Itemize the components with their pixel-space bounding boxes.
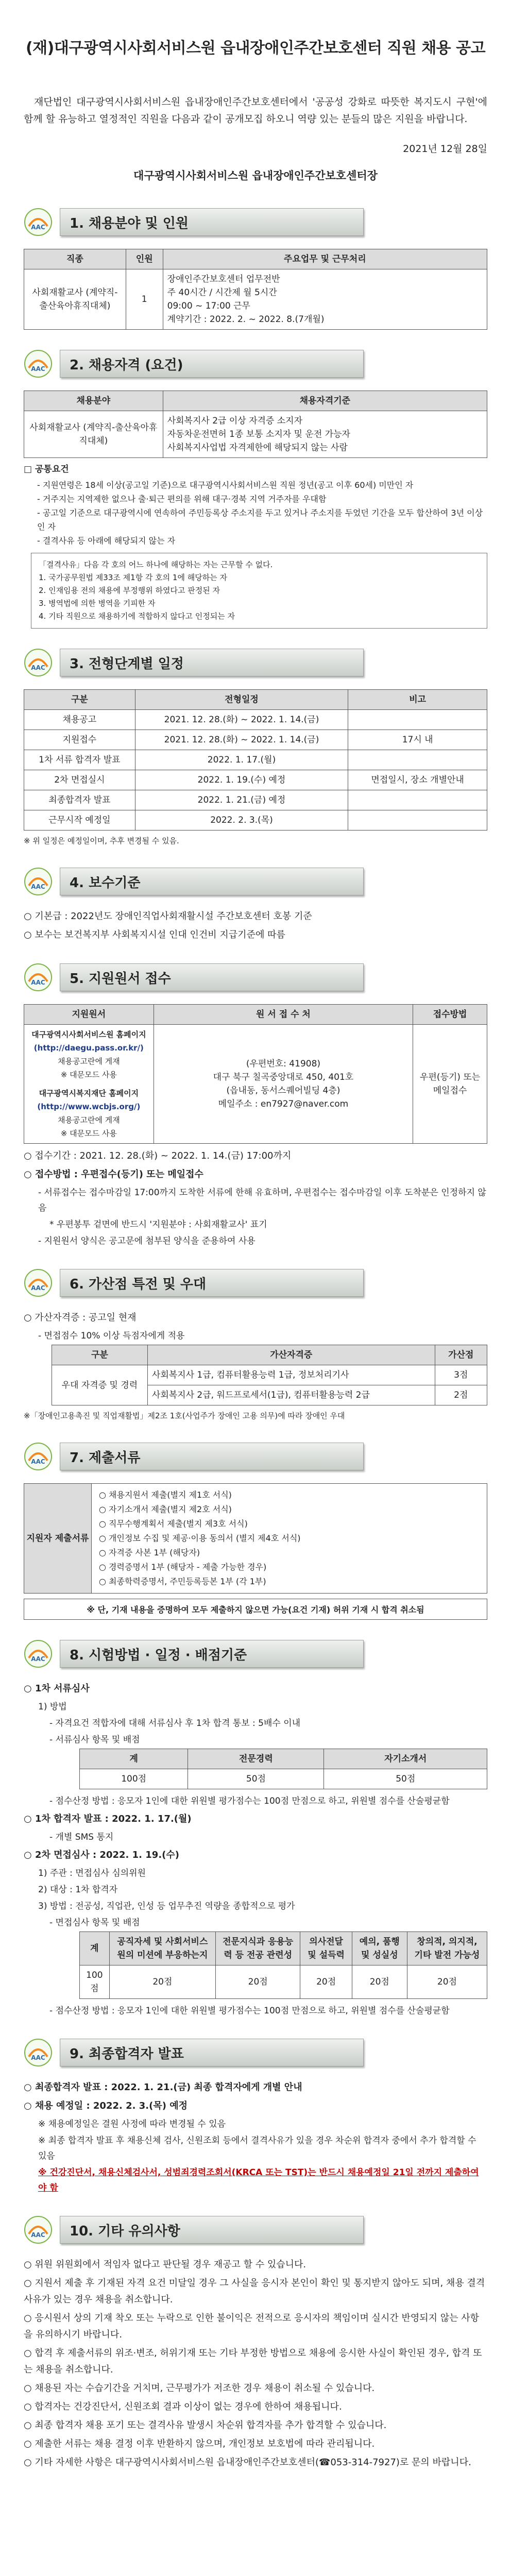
apply-period: ○ 접수기간 : 2021. 12. 28.(화) ~ 2022. 1. 14.(금) 17:00까지 [24, 1150, 292, 1161]
exam-line: 3) 방법 : 전공성, 직업관, 인성 등 업무추진 역량을 종합적으로 평가 [38, 1901, 295, 1911]
section-header-1 [24, 208, 487, 236]
cell-schedule: 2022. 1. 21.(금) 예정 [135, 790, 348, 810]
table-row [24, 750, 487, 770]
center-logo-icon [24, 1639, 53, 1668]
apply-note: - 서류접수는 접수마감일 17:00까지 도착한 서류에 한해 유효하며, 우편접수는 접수마감일 이후 도착분은 인정하지 않음 [38, 1188, 486, 1213]
svg-text:AAC: AAC [31, 979, 45, 986]
bonus-intro: - 면접점수 10% 이상 득점자에게 적용 [38, 1331, 185, 1341]
cell-certificate: 사회복지사 1급, 컴퓨터활용능력 1급, 정보처리기사 [147, 1365, 435, 1385]
document-item: ○ 경력증명서 1부 (해당자 - 제출 가능한 경우) [99, 1562, 267, 1572]
etc-item: ○ 응시원서 상의 기재 착오 또는 누락으로 인한 불이익은 전적으로 응시자의 책임이며 실시간 반영되지 않는 사항을 유의하시기 바랍니다. [24, 2313, 479, 2340]
apply-method: ○ 접수방법 : 우편접수(등기) 또는 메일접수 [24, 1169, 203, 1180]
common-requirements-heading: □ 공통요건 [24, 464, 69, 474]
col-criterion: 전문지식과 응용능력 등 전공 관련성 [215, 1932, 300, 1965]
section-header-8 [24, 1639, 487, 1668]
center-logo-icon [24, 2215, 53, 2244]
svg-text:AAC: AAC [31, 883, 45, 890]
email-address[interactable]: 메일주소 : en7927@naver.com [218, 1099, 349, 1109]
cell-score: 20점 [407, 1965, 487, 1999]
col-criterion: 창의적, 의지적, 기타 발전 가능성 [407, 1932, 487, 1965]
final-note: ※ 채용예정일은 결원 사정에 따라 변경될 수 있음 [38, 2119, 226, 2129]
cell-remarks [348, 790, 487, 810]
announcement-date: 2021년 12월 28일 [403, 143, 487, 155]
document-score-table [79, 1749, 487, 1789]
pay-item: ○ 기본급 : 2022년도 장애인직업사회재활시설 주간보호센터 호봉 기준 [24, 911, 312, 922]
disqualification-line: 1. 국가공무원법 제33조 제1항 각 호의 1에 해당하는 자 [39, 573, 227, 582]
exam-line: - 서류심사 항목 및 배점 [49, 1735, 140, 1745]
cell-stage: 근무시작 예정일 [24, 810, 135, 831]
common-item: - 지원연령은 18세 이상(공고일 기준)으로 대구광역시사회서비스원 직원 정년(공고 이후 60세) 미만인 자 [37, 480, 414, 490]
cell-stage: 최종합격자 발표 [24, 790, 135, 810]
col-career: 전문경력 [188, 1749, 324, 1769]
etc-item: ○ 지원서 제출 후 기재된 자격 요건 미달일 경우 그 사실을 응시자 본인이 확인 및 통지받지 않아도 되며, 채용 결격사유가 있는 경우 채용을 취소합니다. [24, 2278, 485, 2305]
col-criterion: 의사전달 및 설득력 [300, 1932, 352, 1965]
col-method: 접수방법 [413, 1005, 487, 1025]
common-item: - 공고일 기준으로 대구광역시에 연속하여 주민등록상 주소지를 두고 있거나 주소지를 두었던 기간을 모두 합산하여 3년 이상인 자 [37, 508, 483, 532]
form-site: 대구광역시사회서비스원 홈페이지 [31, 1030, 146, 1039]
col-count: 인원 [126, 249, 163, 269]
section-header-6 [24, 1268, 487, 1297]
col-place: 원 서 접 수 처 [154, 1005, 413, 1025]
form-note: 채용공고란에 게재 [58, 1115, 120, 1125]
cell-method: 우편(등기) 또는 메일접수 [413, 1025, 487, 1144]
cell-total: 100점 [80, 1769, 188, 1789]
exam-stage1: ○ 1차 서류심사 [24, 1683, 90, 1694]
col-criterion: 공직자세 및 사회서비스원의 미션에 부응하는지 [109, 1932, 215, 1965]
cell-place [154, 1025, 413, 1144]
center-logo-icon [24, 349, 53, 378]
disqualification-line: 3. 병역법에 의한 병역을 기피한 자 [39, 599, 156, 608]
exam-line: 1) 방법 [38, 1702, 67, 1712]
final-note: ※ 최종 합격자 발표 후 채용신체 검사, 신원조회 등에서 결격사유가 있을 경우 차순위 합격자 중에서 추가 합격할 수 있음 [38, 2136, 476, 2161]
postal-code: (우편번호: 41908) [246, 1059, 321, 1069]
cell-certificate: 사회복지사 2급, 워드프로세서(1급), 컴퓨터활용능력 2급 [147, 1385, 435, 1405]
cell-stage: 지원접수 [24, 730, 135, 750]
col-field: 채용분야 [24, 391, 163, 411]
section-title-9: 9. 최종합격자 발표 [60, 2039, 364, 2066]
center-logo-icon [24, 1268, 53, 1297]
center-logo-icon [24, 1442, 53, 1471]
final-warning-text: ※ 건강진단서, 채용신체검사서, 성범죄경력조회서(KRCA 또는 TST)는 반드시 채용예정일 21일 전까지 제출하여야 함 [38, 2167, 479, 2193]
cell-stage: 2차 면접실시 [24, 770, 135, 790]
form-note: 채용공고란에 게재 [58, 1057, 120, 1066]
disqualification-box [31, 553, 487, 629]
col-form: 지원원서 [24, 1005, 154, 1025]
section-title-1: 1. 채용분야 및 인원 [60, 208, 364, 236]
center-logo-icon [24, 2038, 53, 2067]
section-title-8: 8. 시험방법 · 일정 · 배점기준 [60, 1640, 364, 1668]
final-warning [38, 2165, 487, 2196]
exam-line: - 점수산정 방법 : 응모자 1인에 대한 위원별 평가점수는 100점 만점으로 하고, 위원별 점수를 산술평균함 [49, 1796, 450, 1806]
cell-schedule: 2021. 12. 28.(화) ~ 2022. 1. 14.(금) [135, 730, 348, 750]
section-header-10 [24, 2215, 487, 2244]
col-criteria: 채용자격기준 [163, 391, 487, 411]
exam-line: 2) 대상 : 1차 합격자 [38, 1885, 118, 1895]
etc-item: ○ 합격자는 건강진단서, 신원조회 결과 이상이 없는 경우에 한하여 채용됩니다. [24, 2401, 342, 2412]
bonus-table [52, 1345, 487, 1405]
documents-box [24, 1483, 487, 1594]
form-note: ※ 대문모드 사용 [60, 1070, 117, 1079]
document-item: ○ 채용지원서 제출(별지 제1호 서식) [99, 1490, 232, 1500]
col-job: 직종 [24, 249, 126, 269]
document-item: ○ 개인정보 수집 및 제공·이용 동의서 (별지 제4호 서식) [99, 1533, 301, 1543]
criteria-item: 사회복지사업법 자격제한에 해당되지 않는 사람 [167, 443, 348, 453]
recruitment-table [24, 249, 487, 330]
etc-item: ○ 채용된 자는 수습기간을 거치며, 근무평가가 저조한 경우 채용이 취소될 수 있습니다. [24, 2383, 375, 2394]
criteria-item: 자동차운전면허 1종 보통 소지자 및 운전 가능자 [167, 429, 350, 439]
col-points: 가산점 [435, 1345, 487, 1365]
pay-item: ○ 보수는 보건복지부 사회복지시설 인대 인건비 지급기준에 따름 [24, 929, 285, 940]
cell-remarks [348, 750, 487, 770]
section-title-6: 6. 가산점 특전 및 우대 [60, 1269, 364, 1297]
svg-text:AAC: AAC [31, 2054, 45, 2061]
exam-line: - 개별 SMS 통지 [49, 1832, 114, 1842]
duty-item: 09:00 ~ 17:00 근무 [167, 301, 250, 311]
cell-schedule: 2022. 1. 19.(수) 예정 [135, 770, 348, 790]
documents-warning: ※ 단, 기재 내용을 증명하여 모두 제출하지 않으면 가능(요건 기재) 허위 기재 시 합격 취소됨 [24, 1599, 487, 1620]
section-title-3: 3. 전형단계별 일정 [60, 649, 364, 676]
issuing-organization: 대구광역시사회서비스원 읍내장애인주간보호센터장 [133, 170, 378, 182]
section-header-3 [24, 648, 487, 677]
apply-note: - 지원원서 양식은 공고문에 첨부된 양식을 준용하여 사용 [38, 1236, 256, 1246]
cell-schedule: 2022. 2. 3.(목) [135, 810, 348, 831]
section-title-2: 2. 채용자격 (요건) [60, 350, 364, 378]
section-header-5 [24, 963, 487, 992]
start-date: ○ 채용 예정일 : 2022. 2. 3.(목) 예정 [24, 2100, 188, 2111]
common-item: - 결격사유 등 아래에 해당되지 않는 자 [37, 536, 176, 546]
center-logo-icon [24, 867, 53, 896]
cell-stage: 1차 서류 합격자 발표 [24, 750, 135, 770]
cell-career: 50점 [188, 1769, 324, 1789]
cell-score: 20점 [215, 1965, 300, 1999]
cell-schedule: 2021. 12. 28.(화) ~ 2022. 1. 14.(금) [135, 710, 348, 730]
cell-count: 1 [126, 269, 163, 330]
document-item: ○ 직무수행계획서 제출(별지 제3호 서식) [99, 1519, 248, 1529]
bonus-note: ※「장애인고용촉진 및 직업재활법」제2조 1호(사업주가 장애인 고용 의무)에 따라 장애인 우대 [24, 1411, 345, 1420]
form-note: ※ 대문모드 사용 [60, 1129, 117, 1138]
cell-duties [163, 269, 487, 330]
col-remarks: 비고 [348, 690, 487, 710]
col-total: 계 [80, 1749, 188, 1769]
criteria-item: 사회복지사 2급 이상 자격증 소지자 [167, 416, 303, 426]
col-certificate: 가산자격증 [147, 1345, 435, 1365]
document-item: ○ 자격증 사본 1부 (해당자) [99, 1548, 200, 1557]
exam-line: - 면접심사 항목 및 배점 [49, 1918, 140, 1928]
col-kind: 구분 [52, 1345, 148, 1365]
cell-score: 20점 [109, 1965, 215, 1999]
disqualification-line: 「결격사유」다음 각 호의 어느 하나에 해당하는 자는 근무할 수 없다. [39, 560, 273, 569]
cell-job: 사회재활교사 (계약직-출산육아휴직대체) [24, 269, 126, 330]
cell-kind: 우대 자격증 및 경력 [52, 1365, 148, 1405]
cell-score: 20점 [300, 1965, 352, 1999]
section-header-7 [24, 1442, 487, 1471]
cell-points: 3점 [435, 1365, 487, 1385]
exam-line: 1) 주관 : 면접심사 심의위원 [38, 1868, 146, 1878]
bonus-intro: ○ 가산자격증 : 공고일 현재 [24, 1312, 137, 1323]
etc-item: ○ 합격 후 제출서류의 위조·변조, 허위기재 또는 기타 부정한 방법으로 채용에 응시한 사실이 확인된 경우, 합격 또는 채용을 취소합니다. [24, 2348, 482, 2375]
common-item: - 거주지는 지역제한 없으나 출·퇴근 편의를 위해 대구·경북 지역 거주자를 우대함 [37, 494, 327, 504]
cell-criteria [163, 411, 487, 458]
col-essay: 자기소개서 [324, 1749, 487, 1769]
documents-list [92, 1484, 487, 1593]
exam-stage2: ○ 2차 면접심사 : 2022. 1. 19.(수) [24, 1850, 179, 1860]
interview-score-table [79, 1931, 487, 1999]
table-row [52, 1365, 487, 1385]
section-title-10: 10. 기타 유의사항 [60, 2216, 364, 2244]
cell-field: 사회재활교사 (계약직-출산육아휴직대체) [24, 411, 163, 458]
table-row [24, 710, 487, 730]
col-duties: 주요업무 및 근무처리 [163, 249, 487, 269]
svg-text:AAC: AAC [31, 365, 45, 372]
disqualification-line: 2. 인재임용 전의 채용에 부정행위 하였다고 판정된 자 [39, 586, 220, 595]
cell-form [24, 1025, 154, 1144]
cell-score: 20점 [352, 1965, 407, 1999]
disqualification-line: 4. 기타 직원으로 채용하기에 적합하지 않다고 인정되는 자 [39, 612, 235, 621]
center-logo-icon [24, 648, 53, 677]
table-row [24, 770, 487, 790]
cell-remarks: 면접일시, 장소 개별안내 [348, 770, 487, 790]
address-detail: (읍내동, 동서스퀘어빌딩 4층) [226, 1086, 340, 1096]
document-item: ○ 자기소개서 제출(별지 제2호 서식) [99, 1504, 232, 1514]
svg-text:AAC: AAC [31, 224, 45, 231]
section-title-5: 5. 지원원서 접수 [60, 963, 364, 991]
section-header-2 [24, 349, 487, 378]
col-criterion: 예의, 품행 및 성실성 [352, 1932, 407, 1965]
table-row [24, 810, 487, 831]
section-header-9 [24, 2038, 487, 2067]
cell-points: 2점 [435, 1385, 487, 1405]
cell-remarks [348, 710, 487, 730]
etc-item: ○ 제출한 서류는 채용 결정 이후 반환하지 않으며, 개인정보 보호법에 따라 관리됩니다. [24, 2438, 375, 2449]
apply-note: * 우편봉투 겉면에 반드시 '지원분야 : 사회재활교사' 표기 [49, 1219, 267, 1230]
address: 대구 북구 칠곡중앙대로 450, 401호 [213, 1072, 354, 1082]
document-item: ○ 최종학력증명서, 주민등록등본 1부 (각 1부) [99, 1577, 266, 1586]
cell-schedule: 2022. 1. 17.(월) [135, 750, 348, 770]
duty-item: 주 40시간 / 시간제 월 5시간 [167, 287, 277, 298]
col-stage: 구분 [24, 690, 135, 710]
duty-item: 장애인주간보호센터 업무전반 [167, 274, 280, 284]
section-header-4 [24, 867, 487, 896]
exam-result1: ○ 1차 합격자 발표 : 2022. 1. 17.(월) [24, 1814, 192, 1824]
svg-text:AAC: AAC [31, 664, 45, 671]
form-site: 대구광역시복지재단 홈페이지 [39, 1089, 139, 1098]
col-total: 계 [80, 1932, 110, 1965]
application-table [24, 1004, 487, 1144]
exam-line: - 점수산정 방법 : 응모자 1인에 대한 위원별 평가점수는 100점 만점으로 하고, 위원별 점수를 산술평균함 [49, 2006, 450, 2016]
col-schedule: 전형일정 [135, 690, 348, 710]
cell-essay: 50점 [324, 1769, 487, 1789]
svg-text:AAC: AAC [31, 1284, 45, 1292]
table-row [24, 730, 487, 750]
cell-score: 100점 [80, 1965, 110, 1999]
exam-line: - 자격요건 적합자에 대해 서류심사 후 1차 합격 통보 : 5배수 이내 [49, 1718, 301, 1728]
schedule-table [24, 689, 487, 831]
svg-text:AAC: AAC [31, 2231, 45, 2239]
center-logo-icon [24, 963, 53, 992]
form-site-url[interactable]: (http://www.wcbjs.org/) [37, 1102, 141, 1111]
cell-remarks [348, 810, 487, 831]
section-title-7: 7. 제출서류 [60, 1443, 364, 1470]
form-site-url[interactable]: (http://daegu.pass.or.kr/) [33, 1043, 144, 1053]
cell-stage: 채용공고 [24, 710, 135, 730]
documents-label: 지원자 제출서류 [24, 1484, 92, 1593]
center-logo-icon [24, 208, 53, 236]
etc-item: ○ 기타 자세한 사항은 대구광역시사회서비스원 읍내장애인주간보호센터(☎053-314-7927)로 문의 바랍니다. [24, 2457, 471, 2468]
duty-item: 계약기간 : 2022. 2. ~ 2022. 8.(7개월) [167, 314, 325, 325]
cell-remarks: 17시 내 [348, 730, 487, 750]
intro-paragraph: 재단법인 대구광역시사회서비스원 읍내장애인주간보호센터에서 '공공성 강화로 따뜻한 복지도시 구현'에 함께 할 유능하고 열정적인 직원을 다음과 같이 공개모집 하오니 역량 있는 분들의 많은 지원을 바랍니다. [24, 96, 487, 125]
table-row [24, 790, 487, 810]
svg-text:AAC: AAC [31, 1458, 45, 1465]
section-title-4: 4. 보수기준 [60, 868, 364, 895]
schedule-note: ※ 위 일정은 예정일이며, 추후 변경될 수 있음. [24, 836, 179, 845]
qualification-table [24, 391, 487, 458]
etc-item: ○ 최종 합격자 채용 포기 또는 결격사유 발생시 차순위 합격자를 추가 합격할 수 있습니다. [24, 2420, 387, 2431]
page-title: (재)대구광역시사회서비스원 읍내장애인주간보호센터 직원 채용 공고 [25, 39, 486, 57]
svg-text:AAC: AAC [31, 1655, 45, 1663]
etc-item: ○ 위원 위원회에서 적임자 없다고 판단될 경우 재공고 할 수 있습니다. [24, 2259, 306, 2270]
final-announcement: ○ 최종합격자 발표 : 2022. 1. 21.(금) 최종 합격자에게 개별 안내 [24, 2082, 302, 2093]
